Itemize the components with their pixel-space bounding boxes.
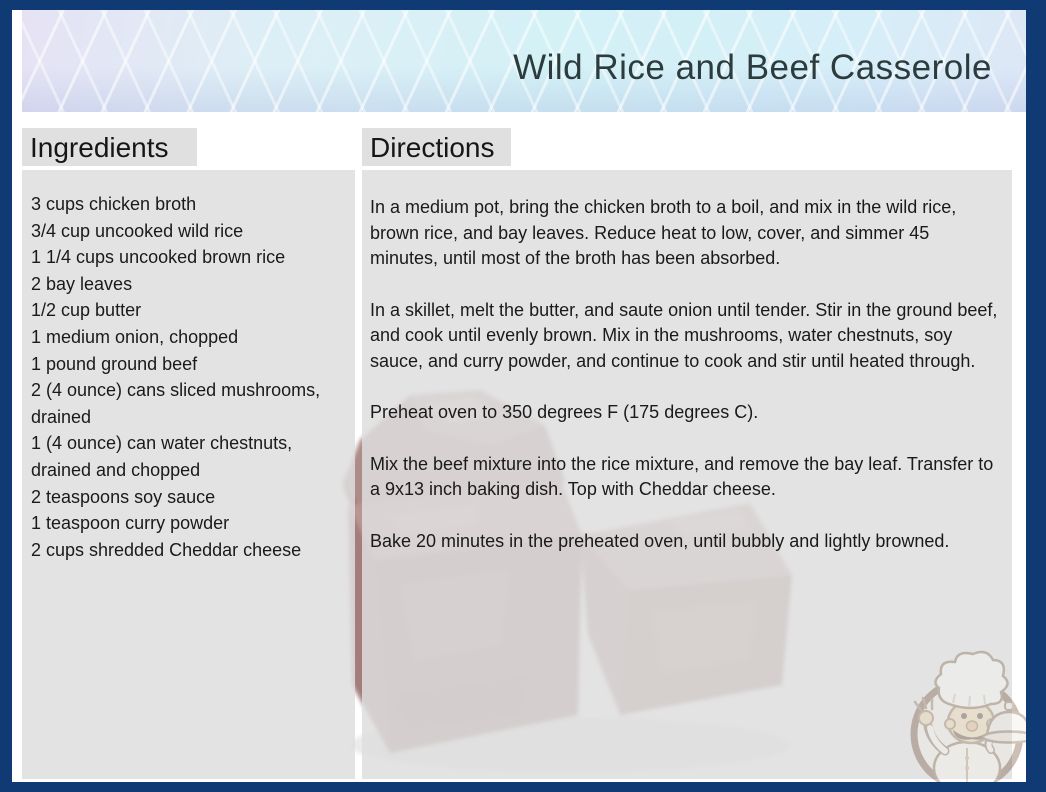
direction-step: In a skillet, melt the butter, and saute onion until tender. Stir in the ground beef, and cook until evenly brown. Mix in the mushrooms, water chestnuts, soy sauce, and curry powder, and continue to cook and stir until heated through.: [370, 299, 998, 371]
ingredient-item: 1 pound ground beef: [31, 353, 198, 374]
ingredient-item: 2 (4 ounce) cans sliced mushrooms, drained: [31, 380, 321, 427]
ingredient-item: 1 1/4 cups uncooked brown rice: [31, 247, 286, 268]
chef-mascot-watermark-icon: [895, 646, 1039, 792]
direction-step: In a medium pot, bring the chicken broth to a boil, and mix in the wild rice, brown rice, and bay leaves. Reduce heat to low, cover, and simmer 45 minutes, until most of the broth has been absorbed.: [370, 197, 957, 268]
ingredient-item: 2 bay leaves: [31, 273, 133, 294]
directions-heading: [362, 128, 511, 166]
direction-step: Bake 20 minutes in the preheated oven, until bubbly and lightly browned.: [370, 530, 950, 551]
directions-heading-label: Directions: [370, 132, 495, 163]
header-band: [22, 10, 1026, 112]
ingredient-item: 2 cups shredded Cheddar cheese: [31, 539, 302, 560]
page-title: Wild Rice and Beef Casserole: [513, 48, 992, 87]
ingredient-item: 1/2 cup butter: [31, 300, 142, 321]
ingredient-item: 2 teaspoons soy sauce: [31, 486, 216, 507]
ingredient-item: 1 medium onion, chopped: [31, 326, 239, 347]
ingredients-heading: [22, 128, 197, 166]
ingredient-item: 3/4 cup uncooked wild rice: [31, 220, 244, 241]
ingredient-item: 1 teaspoon curry powder: [31, 513, 230, 534]
direction-step: Mix the beef mixture into the rice mixture, and remove the bay leaf. Transfer to a 9x13 inch baking dish. Top with Cheddar cheese.: [370, 453, 994, 499]
ingredients-panel: [22, 170, 355, 779]
direction-step: Preheat oven to 350 degrees F (175 degrees C).: [370, 402, 759, 422]
ingredient-item: 1 (4 ounce) can water chestnuts, drained and chopped: [31, 433, 293, 480]
ingredient-item: 3 cups chicken broth: [31, 194, 197, 214]
ingredients-heading-label: Ingredients: [30, 132, 169, 163]
